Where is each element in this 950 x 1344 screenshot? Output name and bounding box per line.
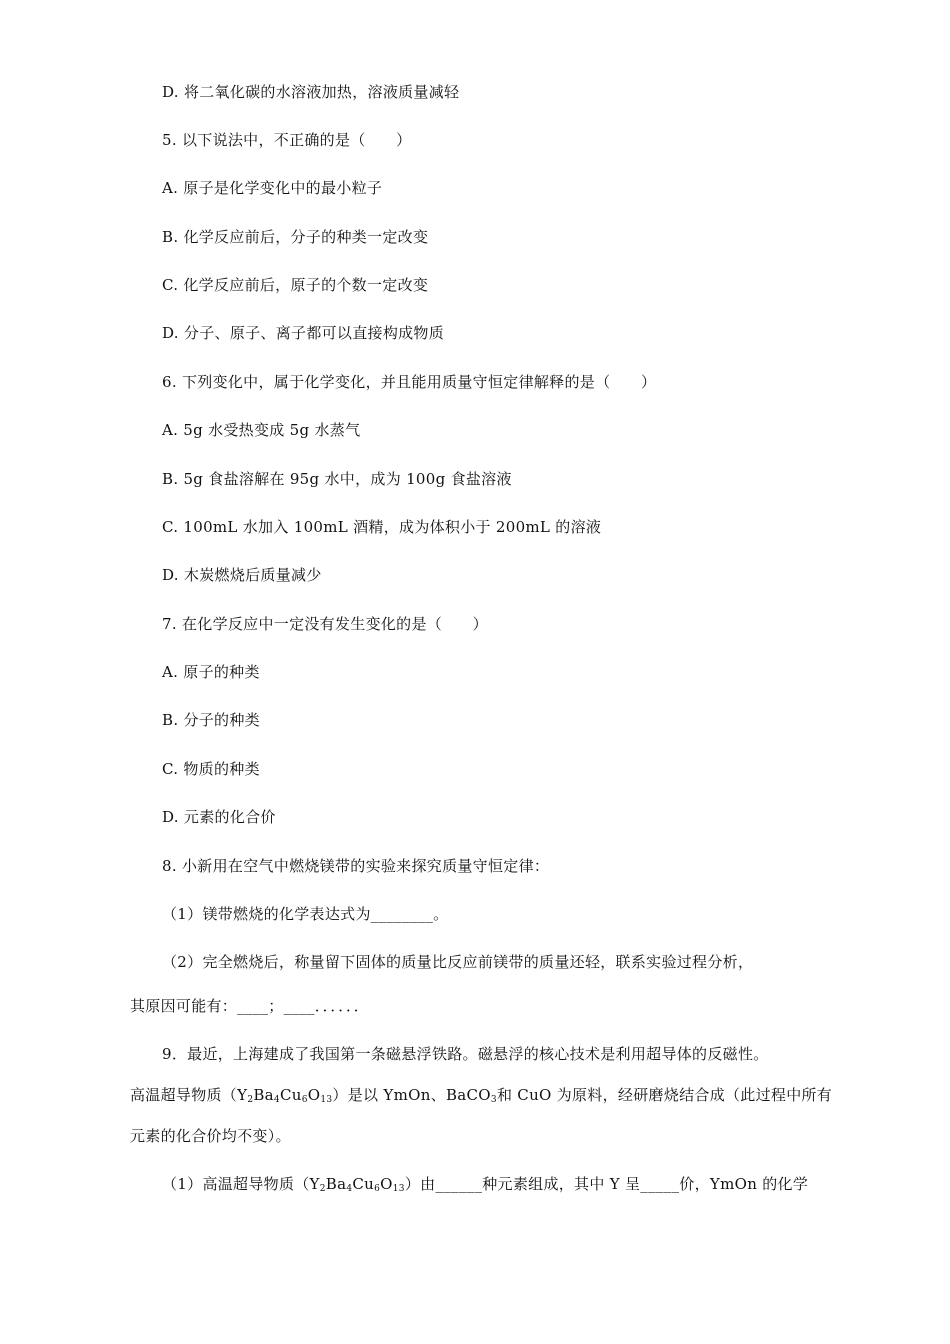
option-d-q4: D. 将二氧化碳的水溶液加热，溶液质量减轻 [162,83,460,101]
option-a-q5: A. 原子是化学变化中的最小粒子 [162,179,383,197]
option-b-q5: B. 化学反应前后，分子的种类一定改变 [162,228,429,246]
q9-formula-line: 高温超导物质$(Y_2Ba_4Cu_6O_{13})$是以 YmOn、BaCO$_3$和 CuO 为原料，经研磨烧结合成（此过程中所有 [130,1086,833,1105]
option-d-q5: D. 分子、原子、离子都可以直接构成物质 [162,324,445,342]
q9-part-1: （1）高温超导物质$(Y_2Ba_4Cu_6O_{13})$由______种元素组成，其中 Y 呈_____价，YmOn 的化学 [162,1175,809,1194]
question-8: 8. 小新用在空气中燃烧镁带的实验来探究质量守恒定律： [162,857,550,875]
question-9: 9．最近，上海建成了我国第一条磁悬浮铁路。磁悬浮的核心技术是利用超导体的反磁性。 [162,1045,769,1063]
q9-line-3: 元素的化合价均不变）。 [130,1127,291,1145]
option-b-q7: B. 分子的种类 [162,711,260,729]
option-a-q6: A. 5g 水受热变成 5g 水蒸气 [162,421,361,439]
q8-part-2: （2）完全燃烧后，称量留下固体的质量比反应前镁带的质量还轻，联系实验过程分析， [162,953,754,971]
q8-part-1: （1）镁带燃烧的化学表达式为________。 [162,905,449,923]
q8-part-2-cont: 其原因可能有：____；____．．．．．． [130,997,370,1015]
option-a-q7: A. 原子的种类 [162,663,260,681]
option-d-q7: D. 元素的化合价 [162,808,276,826]
option-c-q6: C. 100mL 水加入 100mL 酒精，成为体积小于 200mL 的溶液 [162,518,602,536]
option-c-q7: C. 物质的种类 [162,760,260,778]
option-c-q5: C. 化学反应前后，原子的个数一定改变 [162,276,429,294]
option-d-q6: D. 木炭燃烧后质量减少 [162,566,322,584]
question-6: 6. 下列变化中，属于化学变化，并且能用质量守恒定律解释的是（ ） [162,373,657,391]
question-5: 5. 以下说法中，不正确的是（ ） [162,131,412,149]
option-b-q6: B. 5g 食盐溶解在 95g 水中，成为 100g 食盐溶液 [162,470,512,488]
question-7: 7. 在化学反应中一定没有发生变化的是（ ） [162,615,488,633]
